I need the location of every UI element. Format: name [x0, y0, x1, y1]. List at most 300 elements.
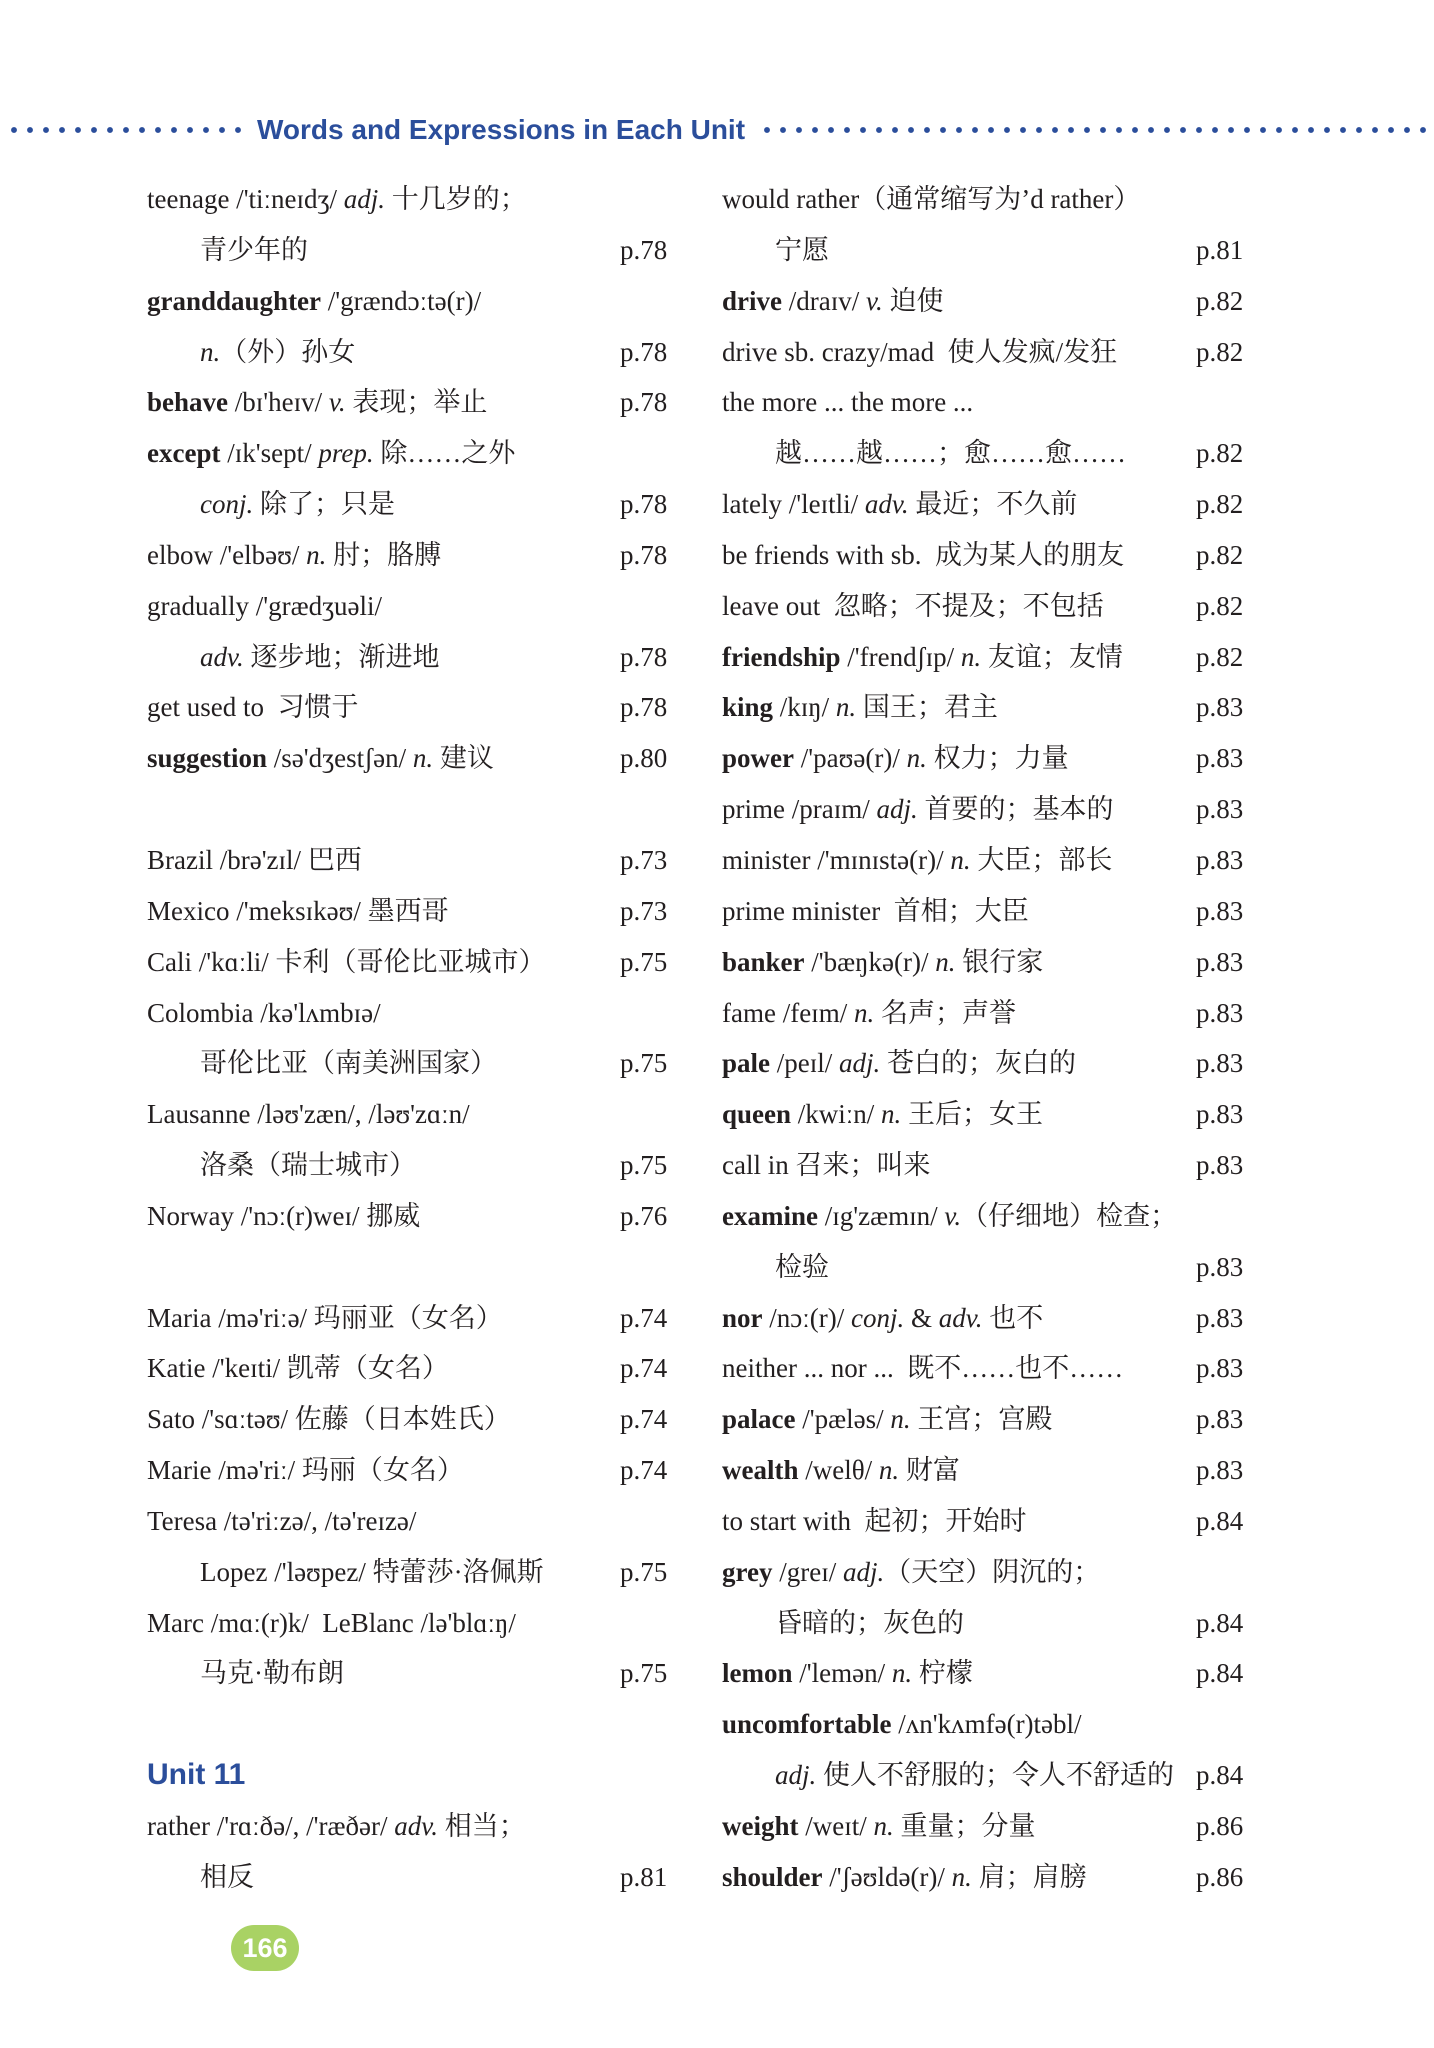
- page-reference: p.83: [1196, 1455, 1244, 1486]
- entry-line: [147, 632, 620, 683]
- entry-line: [147, 1343, 620, 1394]
- glossary-entry: [147, 1394, 676, 1445]
- page-reference: p.80: [620, 743, 668, 774]
- entry-line: [147, 1648, 620, 1699]
- entry-text: 洛桑（瑞士城市）: [200, 1150, 416, 1181]
- entry-line: [722, 632, 1196, 683]
- entry-line: [147, 327, 620, 378]
- entry-line: [722, 530, 1196, 581]
- glossary-entry: [722, 835, 1252, 886]
- page-reference: p.86: [1196, 1861, 1244, 1892]
- part-of-speech: n.: [891, 1658, 913, 1689]
- glossary-entry: [722, 530, 1252, 581]
- entry-line: [147, 886, 620, 937]
- part-of-speech: n.: [412, 743, 434, 774]
- entry-text: minister /'mɪnɪstə(r)/ n. 大臣；部长: [722, 844, 1113, 875]
- glossary-entry: [722, 1089, 1252, 1140]
- entry-text: /bɪ'heɪv/ v. 表现；举止: [234, 387, 488, 418]
- part-of-speech: n.: [935, 946, 956, 977]
- glossary-entry: [722, 1750, 1252, 1801]
- glossary-entry: [147, 1852, 676, 1903]
- entry-text: adj. 使人不舒服的；令人不舒适的: [775, 1760, 1175, 1791]
- glossary-entry: [147, 276, 676, 327]
- entry-text: 越……越……；愈……愈……: [775, 438, 1126, 469]
- entry-line: [147, 1547, 620, 1598]
- entry-text: neither ... nor ... 既不……也不……: [722, 1353, 1124, 1384]
- headword: wealth: [722, 1455, 799, 1486]
- page-reference: p.83: [1196, 1404, 1244, 1435]
- page-reference: p.78: [620, 641, 668, 672]
- entry-line: [722, 1648, 1196, 1699]
- glossary-entry: [147, 1038, 676, 1089]
- headword: nor: [722, 1302, 763, 1333]
- part-of-speech: n.: [853, 997, 875, 1028]
- right-column: [722, 174, 1252, 1903]
- blank-row: [147, 1242, 676, 1293]
- entry-line: [147, 276, 620, 327]
- headword: grey: [722, 1556, 773, 1587]
- entry-text: /weɪt/ n. 重量；分量: [805, 1811, 1036, 1841]
- page-reference: p.82: [1196, 285, 1244, 316]
- entry-text: /'ʃəʊldə(r)/ n. 肩；肩膀: [829, 1861, 1087, 1892]
- page-reference: p.78: [620, 692, 668, 723]
- headword: except: [147, 438, 221, 469]
- glossary-entry: [722, 1038, 1252, 1089]
- entry-text: the more ... the more ...: [722, 387, 974, 418]
- page-reference: p.84: [1196, 1505, 1244, 1536]
- entry-line: [147, 988, 620, 1039]
- glossary-entry: [147, 377, 676, 428]
- page-reference: p.78: [620, 234, 668, 265]
- glossary-entry: [722, 1445, 1252, 1496]
- section-header-title: Words and Expressions in Each Unit: [257, 114, 746, 145]
- page-reference: p.82: [1196, 641, 1244, 672]
- headword: weight: [722, 1811, 799, 1841]
- glossary-entry: [722, 1293, 1252, 1344]
- entry-text: 昏暗的；灰色的: [775, 1607, 964, 1638]
- glossary-entry: [147, 937, 676, 988]
- page-reference: p.75: [620, 1658, 668, 1689]
- glossary-entry: [722, 276, 1252, 327]
- entry-text: n.（外）孙女: [200, 336, 356, 367]
- entry-text: to start with 起初；开始时: [722, 1505, 1027, 1536]
- entry-line: [722, 682, 1196, 733]
- entry-line: [147, 1191, 620, 1242]
- page-reference: p.81: [620, 1861, 668, 1892]
- part-of-speech: n.: [890, 1404, 911, 1435]
- headword: lemon: [722, 1658, 793, 1689]
- entry-text: lately /'leɪtli/ adv. 最近；不久前: [722, 489, 1078, 520]
- page-reference: p.82: [1196, 438, 1244, 469]
- entry-line: [722, 377, 1196, 428]
- page-reference: p.82: [1196, 336, 1244, 367]
- part-of-speech: n.: [881, 1099, 902, 1130]
- entry-line: [722, 581, 1196, 632]
- glossary-entry: [722, 479, 1252, 530]
- entry-line: [147, 174, 620, 225]
- entry-text: /kwiːn/ n. 王后；女王: [797, 1099, 1044, 1130]
- part-of-speech: adj.: [343, 184, 386, 214]
- entry-text: 青少年的: [200, 234, 308, 265]
- page-reference: p.75: [620, 946, 668, 977]
- entry-line: [722, 1394, 1196, 1445]
- glossary-entry: [722, 1496, 1252, 1547]
- glossary-entry: [722, 1242, 1252, 1293]
- headword: queen: [722, 1099, 792, 1130]
- part-of-speech: adv.: [938, 1302, 983, 1333]
- blank-row: [147, 784, 676, 835]
- glossary-entry: [722, 1547, 1252, 1598]
- entry-text: elbow /'elbəʊ/ n. 肘；胳膊: [147, 539, 442, 570]
- entry-line: [147, 1140, 620, 1191]
- entry-line: [722, 479, 1196, 530]
- entry-line: [722, 1140, 1196, 1191]
- part-of-speech: prep.: [318, 438, 374, 469]
- page-reference: p.83: [1196, 1150, 1244, 1181]
- entry-text: Mexico /'meksɪkəʊ/ 墨西哥: [147, 895, 449, 926]
- entry-line: [722, 1038, 1196, 1089]
- page-reference: p.83: [1196, 1353, 1244, 1384]
- part-of-speech: v.: [944, 1200, 962, 1231]
- page-reference: p.73: [620, 844, 668, 875]
- part-of-speech: adv.: [394, 1811, 438, 1841]
- entry-text: Maria /mə'riːə/ 玛丽亚（女名）: [147, 1302, 503, 1333]
- entry-text: Marc /mɑː(r)k/ LeBlanc /lə'blɑːŋ/: [147, 1607, 516, 1638]
- glossary-entry: [722, 1394, 1252, 1445]
- entry-text: Lopez /'ləʊpez/ 特蕾莎·洛佩斯: [200, 1556, 544, 1587]
- entry-text: 相反: [200, 1861, 254, 1892]
- entry-line: [722, 988, 1196, 1039]
- entry-line: [722, 174, 1196, 225]
- glossary-entry: [147, 327, 676, 378]
- entry-text: /nɔː(r)/ conj. & adv. 也不: [769, 1302, 1044, 1333]
- part-of-speech: conj.: [850, 1302, 905, 1333]
- headword: palace: [722, 1404, 796, 1435]
- part-of-speech: adj.: [775, 1760, 817, 1791]
- entry-text: /welθ/ n. 财富: [805, 1455, 960, 1486]
- glossary-entry: [147, 479, 676, 530]
- glossary-entry: [147, 428, 676, 479]
- entry-text: /'grændɔːtə(r)/: [327, 285, 482, 316]
- entry-line: [722, 1598, 1196, 1649]
- part-of-speech: n.: [950, 844, 971, 875]
- unit-heading: [147, 1750, 676, 1801]
- part-of-speech: adj.: [842, 1556, 885, 1587]
- glossary-entry: [722, 428, 1252, 479]
- glossary-entry: [722, 784, 1252, 835]
- entry-text: /kɪŋ/ n. 国王；君主: [779, 692, 998, 723]
- entry-line: [722, 1445, 1196, 1496]
- page-reference: p.82: [1196, 590, 1244, 621]
- entry-text: 检验: [775, 1251, 829, 1282]
- page-reference: p.74: [620, 1404, 668, 1435]
- glossary-entry: [147, 530, 676, 581]
- entry-text: conj. 除了；只是: [200, 489, 395, 520]
- entry-text: /'paʊə(r)/ n. 权力；力量: [800, 743, 1069, 774]
- glossary-entry: [147, 1801, 676, 1852]
- glossary-entry: [722, 1801, 1252, 1852]
- entry-text: Brazil /brə'zɪl/ 巴西: [147, 844, 362, 875]
- headword: uncomfortable: [722, 1709, 892, 1740]
- entry-line: [147, 377, 620, 428]
- entry-text: prime minister 首相；大臣: [722, 895, 1029, 926]
- part-of-speech: adv.: [200, 641, 244, 672]
- glossary-entry: [722, 1699, 1252, 1750]
- unit-heading-text: Unit 11: [147, 1758, 246, 1792]
- part-of-speech: adj.: [839, 1048, 881, 1079]
- glossary-entry: [722, 377, 1252, 428]
- page-reference: p.74: [620, 1455, 668, 1486]
- page-reference: p.75: [620, 1556, 668, 1587]
- glossary-entry: [722, 1852, 1252, 1903]
- entry-text: Norway /'nɔː(r)weɪ/ 挪威: [147, 1200, 421, 1231]
- page-reference: p.74: [620, 1353, 668, 1384]
- part-of-speech: adv.: [864, 489, 909, 520]
- glossary-entry: [147, 886, 676, 937]
- headword: king: [722, 692, 774, 723]
- glossary-entry: [147, 1343, 676, 1394]
- glossary-entry: [147, 1293, 676, 1344]
- glossary-entry: [147, 835, 676, 886]
- page-reference: p.83: [1196, 946, 1244, 977]
- glossary-entry: [147, 733, 676, 784]
- part-of-speech: conj.: [200, 489, 254, 520]
- glossary-entry: [147, 581, 676, 632]
- page-reference: p.83: [1196, 794, 1244, 825]
- entry-line: [722, 1547, 1196, 1598]
- entry-line: [147, 1445, 620, 1496]
- entry-line: [722, 1699, 1196, 1750]
- page-reference: p.73: [620, 895, 668, 926]
- page-reference: p.84: [1196, 1607, 1244, 1638]
- part-of-speech: n.: [835, 692, 857, 723]
- entry-text: Cali /'kɑːli/ 卡利（哥伦比亚城市）: [147, 946, 546, 977]
- entry-line: [722, 784, 1196, 835]
- entry-text: be friends with sb. 成为某人的朋友: [722, 539, 1124, 570]
- entry-text: get used to 习惯于: [147, 692, 359, 723]
- entry-line: [722, 1293, 1196, 1344]
- glossary-entry: [722, 1191, 1252, 1242]
- entry-text: fame /feɪm/ n. 名声；声誉: [722, 997, 1016, 1028]
- glossary-entry: [722, 1648, 1252, 1699]
- entry-line: [722, 886, 1196, 937]
- part-of-speech: v.: [328, 387, 346, 418]
- headword: shoulder: [722, 1861, 823, 1892]
- glossary-entry: [147, 1089, 676, 1140]
- page-reference: p.83: [1196, 1251, 1244, 1282]
- entry-line: [722, 1496, 1196, 1547]
- page-reference: p.83: [1196, 895, 1244, 926]
- entry-line: [147, 1293, 620, 1344]
- glossary-entry: [722, 733, 1252, 784]
- entry-text: adv. 逐步地；渐进地: [200, 641, 440, 672]
- entry-text: gradually /'grædʒuəli/: [147, 590, 383, 621]
- entry-text: would rather（通常缩写为’d rather）: [722, 184, 1141, 214]
- glossary-entry: [722, 632, 1252, 683]
- page-reference: p.75: [620, 1150, 668, 1181]
- page-reference: p.78: [620, 336, 668, 367]
- entry-text: /'lemən/ n. 柠檬: [799, 1658, 973, 1689]
- page-number-badge: 166: [231, 1925, 299, 1971]
- entry-text: teenage /'tiːneɪdʒ/ adj. 十几岁的；: [147, 184, 527, 214]
- entry-line: [147, 530, 620, 581]
- entry-text: /ʌn'kʌmfə(r)təbl/: [898, 1709, 1082, 1740]
- dotted-rule-right: [759, 126, 1430, 134]
- glossary-entry: [147, 988, 676, 1039]
- entry-line: [722, 1242, 1196, 1293]
- entry-line: [147, 225, 620, 276]
- entry-text: /'frendʃɪp/ n. 友谊；友情: [847, 641, 1123, 672]
- headword: behave: [147, 387, 228, 418]
- entry-line: [147, 581, 620, 632]
- page-reference: p.74: [620, 1302, 668, 1333]
- glossary-entry: [147, 632, 676, 683]
- glossary-entry: [147, 1598, 676, 1649]
- page-reference: p.82: [1196, 489, 1244, 520]
- glossary-entry: [147, 1445, 676, 1496]
- page-reference: p.84: [1196, 1760, 1244, 1791]
- part-of-speech: n.: [960, 641, 982, 672]
- page-reference: p.86: [1196, 1811, 1244, 1841]
- entry-line: [722, 327, 1196, 378]
- part-of-speech: n.: [951, 1861, 972, 1892]
- glossary-entry: [722, 1140, 1252, 1191]
- entry-line: [722, 1801, 1196, 1852]
- entry-line: [722, 733, 1196, 784]
- section-header: [0, 110, 1434, 150]
- page-reference: p.83: [1196, 1099, 1244, 1130]
- dotted-rule-left: [6, 126, 241, 134]
- entry-line: [722, 276, 1196, 327]
- glossary-entry: [722, 327, 1252, 378]
- headword: examine: [722, 1200, 818, 1231]
- glossary-entry: [147, 1191, 676, 1242]
- part-of-speech: n.: [200, 336, 221, 367]
- part-of-speech: v.: [865, 285, 883, 316]
- headword: friendship: [722, 641, 841, 672]
- page-reference: p.83: [1196, 844, 1244, 875]
- entry-text: /draɪv/ v. 迫使: [788, 285, 944, 316]
- glossary-entry: [722, 988, 1252, 1039]
- entry-line: [147, 1496, 620, 1547]
- entry-text: call in 召来；叫来: [722, 1150, 931, 1181]
- entry-line: [722, 1343, 1196, 1394]
- entry-line: [722, 937, 1196, 988]
- entry-line: [722, 1852, 1196, 1903]
- entry-text: Marie /mə'riː/ 玛丽（女名）: [147, 1455, 464, 1486]
- entry-text: Teresa /tə'riːzə/, /tə'reɪzə/: [147, 1505, 417, 1536]
- entry-line: [147, 682, 620, 733]
- headword: power: [722, 743, 794, 774]
- page-reference: p.83: [1196, 1302, 1244, 1333]
- entry-line: [722, 225, 1196, 276]
- entry-text: 宁愿: [775, 234, 829, 265]
- entry-text: Lausanne /ləʊ'zæn/, /ləʊ'zɑːn/: [147, 1099, 470, 1130]
- page-reference: p.75: [620, 1048, 668, 1079]
- glossary-entry: [722, 682, 1252, 733]
- page-reference: p.84: [1196, 1658, 1244, 1689]
- entry-text: drive sb. crazy/mad 使人发疯/发狂: [722, 336, 1118, 367]
- glossary-entry: [147, 1140, 676, 1191]
- entry-line: [722, 428, 1196, 479]
- entry-text: /sə'dʒestʃən/ n. 建议: [273, 743, 494, 774]
- entry-line: [722, 1089, 1196, 1140]
- page-reference: p.83: [1196, 743, 1244, 774]
- glossary-entry: [147, 1547, 676, 1598]
- page-reference: p.83: [1196, 1048, 1244, 1079]
- entry-text: /peɪl/ adj. 苍白的；灰白的: [776, 1048, 1077, 1079]
- entry-text: prime /praɪm/ adj. 首要的；基本的: [722, 794, 1114, 825]
- page-reference: p.78: [620, 387, 668, 418]
- part-of-speech: n.: [306, 539, 327, 570]
- headword: drive: [722, 285, 782, 316]
- entry-line: [147, 1852, 620, 1903]
- headword: pale: [722, 1048, 771, 1079]
- page-reference: p.78: [620, 489, 668, 520]
- entry-text: leave out 忽略；不提及；不包括: [722, 590, 1104, 621]
- glossary-entry: [722, 1343, 1252, 1394]
- entry-text: Katie /'keɪti/ 凯蒂（女名）: [147, 1353, 449, 1384]
- entry-text: Sato /'sɑːtəʊ/ 佐藤（日本姓氏）: [147, 1404, 511, 1435]
- glossary-entry: [722, 1598, 1252, 1649]
- blank-row: [147, 1699, 676, 1750]
- glossary-entry: [722, 225, 1252, 276]
- entry-line: [722, 835, 1196, 886]
- entry-line: [722, 1191, 1196, 1242]
- part-of-speech: n.: [906, 743, 927, 774]
- glossary-entry: [722, 174, 1252, 225]
- headword: granddaughter: [147, 285, 322, 316]
- entry-line: [147, 1394, 620, 1445]
- entry-text: /greɪ/ adj.（天空）阴沉的；: [779, 1556, 1101, 1587]
- glossary-entry: [722, 581, 1252, 632]
- entry-line: [147, 733, 620, 784]
- glossary-entry: [722, 937, 1252, 988]
- glossary-entry: [147, 1648, 676, 1699]
- entry-line: [147, 1598, 620, 1649]
- entry-text: 哥伦比亚（南美洲国家）: [200, 1048, 497, 1079]
- glossary-entry: [147, 1496, 676, 1547]
- entry-line: [722, 1750, 1196, 1801]
- glossary-entry: [147, 682, 676, 733]
- entry-line: [147, 428, 620, 479]
- entry-line: [147, 937, 620, 988]
- entry-text: 马克·勒布朗: [200, 1658, 344, 1689]
- entry-text: /ɪg'zæmɪn/ v.（仔细地）检查；: [824, 1200, 1178, 1231]
- page-reference: p.83: [1196, 692, 1244, 723]
- page-reference: p.78: [620, 539, 668, 570]
- glossary-entry: [722, 886, 1252, 937]
- page-reference: p.76: [620, 1200, 668, 1231]
- part-of-speech: n.: [873, 1811, 894, 1841]
- entry-line: [147, 1801, 620, 1852]
- part-of-speech: adj.: [876, 794, 918, 825]
- entry-text: /ɪk'sept/ prep. 除……之外: [227, 438, 516, 469]
- left-column: [147, 174, 676, 1903]
- page-reference: p.81: [1196, 234, 1244, 265]
- entry-text: Colombia /kə'lʌmbɪə/: [147, 997, 381, 1028]
- entry-text: rather /'rɑːðə/, /'ræðər/ adv. 相当；: [147, 1811, 526, 1841]
- page-reference: p.82: [1196, 539, 1244, 570]
- headword: banker: [722, 946, 805, 977]
- entry-line: [147, 1038, 620, 1089]
- glossary-entry: [147, 174, 676, 225]
- entry-text: /'pæləs/ n. 王宫；宫殿: [802, 1404, 1053, 1435]
- glossary-entry: [147, 225, 676, 276]
- page-reference: p.83: [1196, 997, 1244, 1028]
- entry-line: [147, 1089, 620, 1140]
- headword: suggestion: [147, 743, 268, 774]
